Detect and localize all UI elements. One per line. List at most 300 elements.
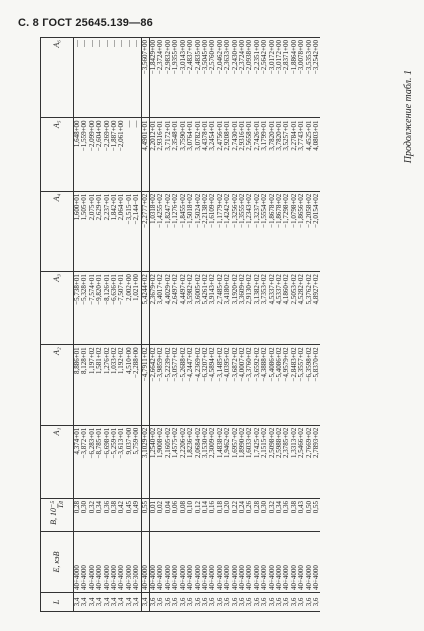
table-cell: 3,4 bbox=[118, 593, 125, 612]
table-cell: −4,7911+02 bbox=[141, 345, 149, 425]
table-cell: 3,4180+02 bbox=[224, 272, 231, 345]
table-cell: −2,2058+02 bbox=[306, 191, 313, 271]
table-cell: 3,1530+02 bbox=[202, 425, 209, 498]
table-cell: −1,8455+02 bbox=[180, 191, 187, 271]
table-cell: 0,32 bbox=[89, 499, 96, 532]
table-cell: 4,374+01 bbox=[74, 425, 82, 498]
table-cell: 3,6 bbox=[209, 593, 216, 612]
table-cell: 2,1515+02 bbox=[261, 425, 268, 498]
table-cell: 3,2454+01 bbox=[209, 118, 216, 191]
table-cell: 0,01 bbox=[150, 499, 158, 532]
table-cell: −1,8864+00 bbox=[291, 38, 298, 118]
table-cell: 4,510+00 bbox=[126, 345, 133, 425]
table-cell: 2,9316+01 bbox=[239, 118, 246, 191]
table-cell: 40÷4000 bbox=[306, 532, 313, 593]
table-cell: 8,128+01 bbox=[81, 345, 88, 425]
table-cell: 0,28 bbox=[74, 499, 82, 532]
table-cell: −3,515−01 bbox=[126, 191, 133, 271]
table-cell: 2,6497+02 bbox=[172, 272, 179, 345]
table-cell: 3,6 bbox=[217, 593, 224, 612]
table-body bbox=[74, 38, 321, 612]
table-cell: 8,886+01 bbox=[74, 345, 82, 425]
table-cell: 1,6033+02 bbox=[246, 425, 253, 498]
table-cell: 40÷4000 bbox=[232, 532, 239, 593]
table-cell: 3,7743+01 bbox=[298, 118, 305, 191]
table-cell: 0,30 bbox=[261, 499, 268, 532]
table-cell: 3,4 bbox=[126, 593, 133, 612]
table-cell: −2,288+00 bbox=[133, 345, 141, 425]
table-cell: −2,0154+02 bbox=[313, 191, 320, 271]
table-cell: −3,872+01 bbox=[81, 425, 88, 498]
table-cell: 3,6 bbox=[195, 593, 202, 612]
table-cell: 40÷4000 bbox=[269, 532, 276, 593]
table-header-row bbox=[41, 38, 74, 612]
table-cell: 0,49 bbox=[133, 499, 141, 532]
table-cell: 2,3679+02 bbox=[150, 272, 158, 345]
table-cell: 3,7820+01 bbox=[269, 118, 276, 191]
table-cell: 3,6 bbox=[150, 593, 158, 612]
table-cell: 40÷4000 bbox=[111, 532, 118, 593]
table-cell: −6,698+01 bbox=[104, 425, 111, 498]
table-cell: −3,2542+00 bbox=[313, 38, 320, 118]
table-cell: −6,3598+02 bbox=[306, 345, 313, 425]
table-cell: 1,600+01 bbox=[74, 191, 82, 271]
table-cell: 4,5282+02 bbox=[298, 272, 305, 345]
rotated-table-area bbox=[16, 37, 396, 612]
table-cell: 0,04 bbox=[165, 499, 172, 532]
table-cell: 3,6 bbox=[254, 593, 261, 612]
column-header: A₃ bbox=[41, 272, 74, 345]
table-caption-display: Продолжение табл. 1 bbox=[403, 70, 414, 164]
table-cell: 5,4261+02 bbox=[202, 272, 209, 345]
table-cell: −7,507+01 bbox=[118, 272, 125, 345]
table-cell: 2,9316+01 bbox=[157, 118, 164, 191]
table-cell: −4,0007+02 bbox=[239, 345, 246, 425]
table-cell: −1,8678+02 bbox=[269, 191, 276, 271]
table-cell: −9,820+01 bbox=[96, 272, 103, 345]
table-cell: −1,559+00 bbox=[81, 118, 88, 191]
table-cell: −2,2138+02 bbox=[202, 191, 209, 271]
table-cell: −5,738+01 bbox=[74, 272, 82, 345]
column-header: A₆ bbox=[41, 38, 74, 118]
table-cell: 40÷4000 bbox=[187, 532, 194, 593]
table-cell: −4,0395+02 bbox=[224, 345, 231, 425]
table-cell: 2,2206+02 bbox=[180, 425, 187, 498]
table-cell: 3,4 bbox=[89, 593, 96, 612]
table-cell: 40÷3000 bbox=[126, 532, 133, 593]
table-cell: 3,6005+02 bbox=[195, 272, 202, 345]
table-cell: 2,5466+02 bbox=[298, 425, 305, 498]
table-cell: 40÷4000 bbox=[239, 532, 246, 593]
table-cell: 2,5053+02 bbox=[291, 272, 298, 345]
table-cell: 4,4378+01 bbox=[202, 118, 209, 191]
table-cell: — bbox=[133, 38, 141, 118]
table-cell: 3,7820+01 bbox=[276, 118, 283, 191]
table-cell: −1,5554+02 bbox=[261, 191, 268, 271]
table-cell: −2,3633+00 bbox=[224, 38, 231, 118]
table-cell: −2,2351+00 bbox=[254, 38, 261, 118]
table-cell: 40÷4000 bbox=[150, 532, 158, 593]
table-cell: 40÷4000 bbox=[96, 532, 103, 593]
table-cell: — bbox=[133, 118, 141, 191]
table-cell: −2,099+00 bbox=[89, 118, 96, 191]
column-header: L bbox=[41, 593, 74, 612]
table-cell: 0,38 bbox=[111, 499, 118, 532]
table-cell: 1,842+01 bbox=[111, 191, 118, 271]
table-cell: 2,7426+01 bbox=[254, 118, 261, 191]
table-cell: 3,4 bbox=[81, 593, 88, 612]
table-cell: −2,061+00 bbox=[118, 118, 125, 191]
table-cell: — bbox=[74, 38, 82, 118]
table-cell: 40÷4000 bbox=[298, 532, 305, 593]
table-cell: 3,5257+01 bbox=[283, 118, 290, 191]
table-cell: −4,2447+02 bbox=[187, 345, 194, 425]
table-cell: 3,6 bbox=[283, 593, 290, 612]
table-cell: 0,20 bbox=[224, 499, 231, 532]
table-cell: 3,6 bbox=[276, 593, 283, 612]
table-cell: 1,6957+02 bbox=[232, 425, 239, 498]
table-cell: −2,6642+02 bbox=[150, 345, 158, 425]
table-cell: −1,1779+02 bbox=[217, 191, 224, 271]
table-cell: −2,2777+02 bbox=[141, 191, 149, 271]
table-cell: −5,4086+02 bbox=[276, 345, 283, 425]
table-cell: 2,5988+02 bbox=[276, 425, 283, 498]
table-cell: 40÷4000 bbox=[172, 532, 179, 593]
table-cell: −1,2343+02 bbox=[246, 191, 253, 271]
table-cell: −1,7298+02 bbox=[283, 191, 290, 271]
table-cell: 3,6 bbox=[180, 593, 187, 612]
table-cell: −7,574+01 bbox=[89, 272, 96, 345]
table-cell: −6,3207+02 bbox=[202, 345, 209, 425]
table-cell: −1,3256+02 bbox=[232, 191, 239, 271]
table-cell: −5,328+01 bbox=[81, 272, 88, 345]
table-cell: 0,34 bbox=[276, 499, 283, 532]
table-row bbox=[313, 38, 320, 612]
table-row bbox=[133, 38, 141, 612]
table-cell: 9,037+00 bbox=[126, 425, 133, 498]
table-cell: 40÷4000 bbox=[195, 532, 202, 593]
table-cell: 3,4 bbox=[133, 593, 141, 612]
table-cell: 4,4029+02 bbox=[165, 272, 172, 345]
table-cell: 0,08 bbox=[180, 499, 187, 532]
table-cell: −2,5642+00 bbox=[261, 38, 268, 118]
table-cell: 0,14 bbox=[202, 499, 209, 532]
table-cell: −8,126+01 bbox=[104, 272, 111, 345]
table-cell: 4,4901+01 bbox=[141, 118, 149, 191]
table-cell: −6,283+01 bbox=[89, 425, 96, 498]
table-cell: 40÷4000 bbox=[313, 532, 320, 593]
table-cell: 0,10 bbox=[187, 499, 194, 532]
table-cell: 40÷4000 bbox=[224, 532, 231, 593]
table-cell: −3,0172+00 bbox=[276, 38, 283, 118]
table-cell: — bbox=[111, 38, 118, 118]
table-cell: 40÷4000 bbox=[141, 532, 149, 593]
table-cell: 0,36 bbox=[283, 499, 290, 532]
table-cell: 40÷4000 bbox=[89, 532, 96, 593]
table-cell: 3,6 bbox=[187, 593, 194, 612]
table-cell: — bbox=[126, 38, 133, 118]
table-cell: 1,8236+02 bbox=[187, 425, 194, 498]
table-cell: 3,7353+02 bbox=[261, 272, 268, 345]
coefficients-table bbox=[40, 37, 320, 612]
table-cell: 40÷4000 bbox=[291, 532, 298, 593]
table-cell: 2,7893+02 bbox=[313, 425, 320, 498]
table-cell: 3,0764+01 bbox=[187, 118, 194, 191]
table-cell: 3,4 bbox=[111, 593, 118, 612]
table-cell: −3,9859+02 bbox=[157, 345, 164, 425]
table-cell: 2,3785+02 bbox=[283, 425, 290, 498]
table-cell: −1,3555+02 bbox=[239, 191, 246, 271]
table-cell: −2,9832+00 bbox=[165, 38, 172, 118]
table-cell: — bbox=[126, 118, 133, 191]
table-cell: 40÷4000 bbox=[283, 532, 290, 593]
table-cell: 40÷4000 bbox=[104, 532, 111, 593]
table-cell: 40÷4000 bbox=[261, 532, 268, 593]
table-cell: 3,3609+02 bbox=[239, 272, 246, 345]
table-cell: 3,4017+02 bbox=[157, 272, 164, 345]
table-cell: 0,50 bbox=[306, 499, 313, 532]
table-cell: 2,7669+02 bbox=[306, 425, 313, 498]
table-cell: −1,887+00 bbox=[111, 118, 118, 191]
table-cell: 1,581+02 bbox=[96, 345, 103, 425]
table-cell: −1,8429+00 bbox=[150, 38, 158, 118]
table-cell: 1,8990+02 bbox=[239, 425, 246, 498]
table-cell: −3,613+01 bbox=[118, 425, 125, 498]
table-cell: 40÷4000 bbox=[217, 532, 224, 593]
table-cell: 40÷4000 bbox=[202, 532, 209, 593]
table-cell: −4,9579+02 bbox=[283, 345, 290, 425]
table-cell: −3,0078+00 bbox=[298, 38, 305, 118]
table-cell: 3,1799+01 bbox=[261, 118, 268, 191]
table-cell: 40÷4000 bbox=[81, 532, 88, 593]
table-cell: 2,3548+01 bbox=[172, 118, 179, 191]
table-cell: 2,1605+02 bbox=[165, 425, 172, 498]
table-cell: −5,3557+02 bbox=[298, 345, 305, 425]
table-cell: 3,6 bbox=[291, 593, 298, 612]
table-cell: −4,3888+02 bbox=[261, 345, 268, 425]
table-cell: −3,6592+02 bbox=[254, 345, 261, 425]
column-header: A₄ bbox=[41, 191, 74, 271]
table-cell: 4,5337+02 bbox=[276, 272, 283, 345]
table-cell: 2,237+01 bbox=[104, 191, 111, 271]
table-cell: 3,6 bbox=[172, 593, 179, 612]
table-cell: 0,36 bbox=[104, 499, 111, 532]
table-cell: −2,144−01 bbox=[133, 191, 141, 271]
table-cell: 3,1382+02 bbox=[254, 272, 261, 345]
table-cell: −2,0938+00 bbox=[246, 38, 253, 118]
table-cell: 1,9008+02 bbox=[157, 425, 164, 498]
table-cell: 1,197+02 bbox=[89, 345, 96, 425]
table-cell: 3,6 bbox=[269, 593, 276, 612]
table-cell: 40÷4000 bbox=[254, 532, 261, 593]
table-cell: −1,8656+02 bbox=[298, 191, 305, 271]
table-cell: 3,0782+01 bbox=[195, 118, 202, 191]
table-cell: 0,38 bbox=[291, 499, 298, 532]
table-cell: −1,8247+02 bbox=[165, 191, 172, 271]
table-cell: 40÷4000 bbox=[209, 532, 216, 593]
table-cell: −2,5760+00 bbox=[209, 38, 216, 118]
table-cell: 0,55 bbox=[141, 499, 149, 532]
table-cell: 1,276+02 bbox=[104, 345, 111, 425]
table-cell: 0,30 bbox=[81, 499, 88, 532]
table-cell: −2,269+00 bbox=[104, 118, 111, 191]
page-header: С. 8 ГОСТ 25645.139—86 bbox=[18, 17, 153, 29]
table-cell: −3,0143+00 bbox=[180, 38, 187, 118]
table-cell: 5,759+00 bbox=[133, 425, 141, 498]
column-header: A₅ bbox=[41, 118, 74, 191]
table-cell: 2,5658+01 bbox=[246, 118, 253, 191]
table-cell: 3,5982+02 bbox=[187, 272, 194, 345]
table-cell: 0,32 bbox=[269, 499, 276, 532]
table-cell: −1,0798+02 bbox=[291, 191, 298, 271]
table-cell: 3,7172+01 bbox=[165, 118, 172, 191]
table-cell: −3,5607+00 bbox=[141, 38, 149, 118]
table-cell: −2,3724+00 bbox=[157, 38, 164, 118]
table-cell: −2,3724+00 bbox=[239, 38, 246, 118]
table-cell: 2,629+01 bbox=[96, 191, 103, 271]
table-cell: 2,4756+01 bbox=[217, 118, 224, 191]
table-cell: −2,604+00 bbox=[96, 118, 103, 191]
column-header: A₁ bbox=[41, 425, 74, 498]
table-cell: 2,3009+02 bbox=[209, 425, 216, 498]
table-cell: — bbox=[81, 38, 88, 118]
table-cell: −1,9355+00 bbox=[172, 38, 179, 118]
table-cell: −1,4242+02 bbox=[224, 191, 231, 271]
table-cell: 3,9143+02 bbox=[209, 272, 216, 345]
column-header: B, 10⁻⁵ Тл bbox=[41, 499, 74, 532]
table-cell: 4,5337+02 bbox=[269, 272, 276, 345]
table-cell: 1,3313+02 bbox=[291, 425, 298, 498]
table-cell: 2,064+01 bbox=[118, 191, 125, 271]
table-cell: −5,2239+02 bbox=[165, 345, 172, 425]
table-cell: 3,6 bbox=[261, 593, 268, 612]
table-cell: −2,0462+00 bbox=[217, 38, 224, 118]
table-cell: 0,02 bbox=[157, 499, 164, 532]
table-cell: 3,6 bbox=[246, 593, 253, 612]
table-cell: −3,5045+00 bbox=[202, 38, 209, 118]
table-cell: 2,0684+02 bbox=[195, 425, 202, 498]
table-cell: 2,2784+01 bbox=[291, 118, 298, 191]
table-cell: 2,002+00 bbox=[126, 272, 133, 345]
table-cell: 2,2012+01 bbox=[150, 118, 158, 191]
table-cell: 5,4244+02 bbox=[141, 272, 149, 345]
table-cell: 1,033+02 bbox=[111, 345, 118, 425]
table-cell: 5,3762+02 bbox=[306, 272, 313, 345]
table-cell: 0,22 bbox=[232, 499, 239, 532]
table-cell: −3,6872+02 bbox=[232, 345, 239, 425]
table-cell: 40÷4000 bbox=[165, 532, 172, 593]
table-cell: 3,4 bbox=[141, 593, 149, 612]
table-cell: −3,0577+02 bbox=[172, 345, 179, 425]
table-cell: −1,3237+02 bbox=[254, 191, 261, 271]
table-cell: 2,9130+02 bbox=[246, 272, 253, 345]
table-cell: 0,18 bbox=[217, 499, 224, 532]
table-cell: 4,4525+01 bbox=[306, 118, 313, 191]
table-cell: −5,4086+02 bbox=[269, 345, 276, 425]
table-cell: −1,5018+02 bbox=[187, 191, 194, 271]
table-cell: — bbox=[104, 38, 111, 118]
table-cell: −6,636+01 bbox=[111, 272, 118, 345]
table-cell: 4,0803+01 bbox=[313, 118, 320, 191]
table-cell: 0,26 bbox=[246, 499, 253, 532]
table-cell: −3,3760+02 bbox=[246, 345, 253, 425]
table-cell: −8,785+01 bbox=[96, 425, 103, 498]
table-cell: −5,8370+02 bbox=[313, 345, 320, 425]
table-cell: 3,1920+02 bbox=[232, 272, 239, 345]
column-header: E, кэВ bbox=[41, 532, 74, 593]
table-cell: 2,9208+01 bbox=[224, 118, 231, 191]
table-cell: 40÷4000 bbox=[157, 532, 164, 593]
table-cell: 0,43 bbox=[298, 499, 305, 532]
table-cell: −2,8483+02 bbox=[291, 345, 298, 425]
table-cell: 3,6 bbox=[298, 593, 305, 612]
table-cell: 1,648+00 bbox=[74, 118, 82, 191]
table-cell: 40÷3000 bbox=[133, 532, 141, 593]
table-cell: −5,259+01 bbox=[111, 425, 118, 498]
table-cell: −2,4837+00 bbox=[187, 38, 194, 118]
table-cell: 2,5098+02 bbox=[269, 425, 276, 498]
table-cell: −1,4255+02 bbox=[157, 191, 164, 271]
table-cell: 3,1029+02 bbox=[141, 425, 149, 498]
table-cell: −1,6109+02 bbox=[209, 191, 216, 271]
table-cell: −4,5894+02 bbox=[209, 345, 216, 425]
table-cell: −2,4835+00 bbox=[195, 38, 202, 118]
table-cell: 2,7430+01 bbox=[232, 118, 239, 191]
table-cell: 0,42 bbox=[118, 499, 125, 532]
table-cell: −2,8371+00 bbox=[283, 38, 290, 118]
table-cell: 0,24 bbox=[239, 499, 246, 532]
table-cell: 3,6 bbox=[165, 593, 172, 612]
table-cell: 4,1860+02 bbox=[283, 272, 290, 345]
table-cell: 3,4 bbox=[104, 593, 111, 612]
table-cell: 40÷4000 bbox=[74, 532, 82, 593]
table-cell: 1,4575+02 bbox=[172, 425, 179, 498]
table-cell: 0,28 bbox=[254, 499, 261, 532]
table-cell: — bbox=[96, 38, 103, 118]
table-cell: −3,0172+00 bbox=[269, 38, 276, 118]
table-cell: 1,4838+02 bbox=[217, 425, 224, 498]
table-cell: 40÷4000 bbox=[246, 532, 253, 593]
table-cell: 0,45 bbox=[126, 499, 133, 532]
table-cell: 40÷4000 bbox=[118, 532, 125, 593]
table-cell: 2,075+01 bbox=[89, 191, 96, 271]
table-cell: 1,505+01 bbox=[81, 191, 88, 271]
table-cell: 1,021+00 bbox=[133, 272, 141, 345]
table-cell: 3,6 bbox=[202, 593, 209, 612]
table-cell: 0,12 bbox=[195, 499, 202, 532]
table-cell: 0,55 bbox=[313, 499, 320, 532]
table-cell: 4,4497+02 bbox=[180, 272, 187, 345]
table-cell: −1,5024+02 bbox=[195, 191, 202, 271]
table-cell: −3,1485+02 bbox=[217, 345, 224, 425]
column-header: A₂ bbox=[41, 345, 74, 425]
table-cell: 1,192+02 bbox=[118, 345, 125, 425]
table-cell: 1,9462+02 bbox=[224, 425, 231, 498]
table-cell: 3,6 bbox=[224, 593, 231, 612]
table-cell: −3,5353+00 bbox=[306, 38, 313, 118]
table-cell: −5,2688+02 bbox=[180, 345, 187, 425]
table-cell: 2,7485+02 bbox=[217, 272, 224, 345]
table-cell: 3,7590+01 bbox=[180, 118, 187, 191]
table-cell: 0,34 bbox=[96, 499, 103, 532]
table-cell: −2,2430+00 bbox=[232, 38, 239, 118]
table-cell: 4,8927+02 bbox=[313, 272, 320, 345]
table-cell: 3,6 bbox=[232, 593, 239, 612]
table-cell: 1,2540+02 bbox=[150, 425, 158, 498]
table-cell: 0,06 bbox=[172, 499, 179, 532]
table-cell: 3,6 bbox=[306, 593, 313, 612]
table-cell: 1,7425+02 bbox=[254, 425, 261, 498]
